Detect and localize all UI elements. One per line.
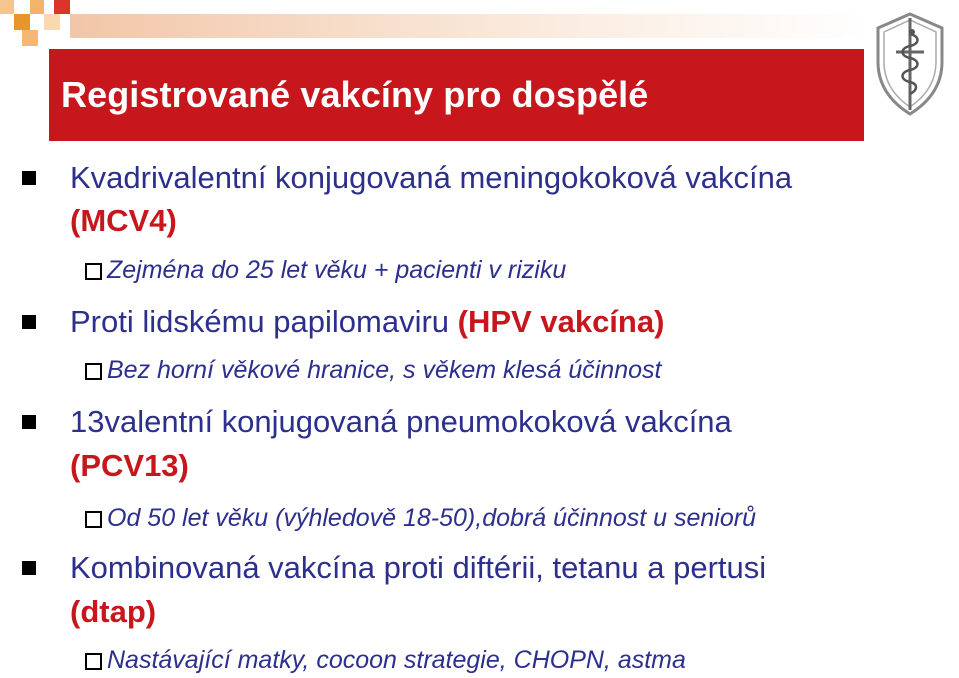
checkbox-bullet-icon bbox=[85, 653, 102, 670]
item-text: 13valentní konjugovaná pneumokoková vakcína bbox=[70, 404, 732, 439]
checkbox-bullet-icon bbox=[85, 363, 102, 380]
item-text: Kombinovaná vakcína proti diftérii, tetanu a pertusi bbox=[70, 550, 767, 585]
item-highlight: (dtap) bbox=[70, 594, 157, 629]
decor-square bbox=[0, 0, 14, 14]
square-bullet-icon bbox=[22, 561, 36, 575]
sub-item bbox=[85, 355, 661, 385]
item-highlight: (MCV4) bbox=[70, 203, 177, 238]
sub-item bbox=[85, 645, 686, 675]
sub-item-text: Zejména do 25 let věku + pacienti v riziku bbox=[107, 256, 567, 284]
checkbox-bullet-icon bbox=[85, 263, 102, 280]
sub-item-text: Bez horní věkové hranice, s věkem klesá účinnost bbox=[107, 356, 662, 384]
decor-square bbox=[14, 14, 30, 30]
decor-square bbox=[44, 14, 60, 30]
decor-square bbox=[54, 0, 70, 14]
square-bullet-icon bbox=[22, 415, 36, 429]
decor-square bbox=[22, 30, 38, 46]
decor-square bbox=[30, 0, 44, 14]
title-bar bbox=[49, 49, 864, 141]
sub-item-text: Nastávající matky, cocoon strategie, CHOPN, astma bbox=[107, 646, 686, 674]
checkbox-bullet-icon bbox=[85, 511, 102, 528]
square-bullet-icon bbox=[22, 171, 36, 185]
slide-title: Registrované vakcíny pro dospělé bbox=[61, 74, 649, 115]
sub-item bbox=[85, 255, 566, 285]
sub-item bbox=[85, 503, 756, 533]
sub-item-text: Od 50 let věku (výhledově 18-50),dobrá účinnost u seniorů bbox=[107, 504, 756, 532]
item-text: Proti lidskému papilomaviru bbox=[70, 304, 450, 339]
square-bullet-icon bbox=[22, 315, 36, 329]
item-highlight: (PCV13) bbox=[70, 448, 189, 483]
shield-snake-logo-icon bbox=[872, 10, 948, 118]
item-text: Kvadrivalentní konjugovaná meningokoková vakcína bbox=[70, 160, 793, 195]
header-gradient-band bbox=[70, 14, 870, 38]
item-highlight: (HPV vakcína) bbox=[457, 304, 665, 339]
